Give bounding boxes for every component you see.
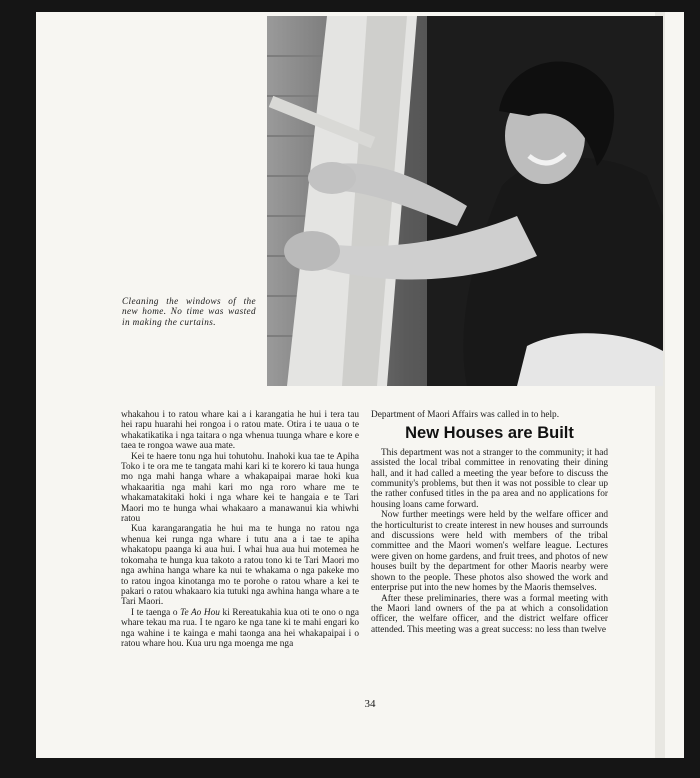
english-paragraph: Now further meetings were held by the welfare officer and the horticulturist to create interest in new houses and surrounds and discussions were held with members of the tribal committee and the Maori women's welfare league. Lectures were given on home gardens, and fruit trees, and photos of new houses built by the department for other Maoris nearby were shown to the people. These photos also showed the work and enterprise put into the new homes by the Maoris themselves. (371, 510, 608, 594)
photo-illustration (267, 16, 663, 386)
maori-paragraph (121, 608, 359, 650)
english-text-column (371, 410, 608, 635)
publication-title: Te Ao Hou (180, 607, 220, 618)
photo-caption: Cleaning the windows of the new home. No time was wasted in making the curtains. (122, 296, 256, 327)
text-run: Kei te haere tonu nga hui tohutohu. Inahoki kua tae te Apiha Toko i te ora me te tangata mahi kari ki te korero ki taua hunga mo nga mahi hanga whare a whakapaipai marae hoki kua whakaaritia nga mahi kari mo nga roro whare me te whakamatakitaki hoki i nga whare kei te hangaia e te Tari Maori mo te hunga whai whakaaro a manawanui kia whiwhi ratou (121, 451, 359, 525)
maori-paragraph (121, 524, 359, 607)
text-run: Kua karangarangatia he hui ma te hunga no ratou nga whenua kei runga nga whare i tutu ana a i tae te apiha whakatopu paanga ki aua hui. I whai hua aua hui motemea he tokomaha te hunga kua takoto a ratou tono ki te Tari Maori mo nga awhina hanga whare ka nui te whakama o nga pakeke mo to ratou ingoa kinotanga mo te porohe o ratou whare a kei te pakari o ratou whakaaro kia tutuki nga awhina hanga whare a te Tari Maori. (121, 524, 359, 608)
maori-paragraph (121, 410, 359, 452)
english-paragraph: This department was not a stranger to the community; it had assisted the local tribal committee in renovating their dining hall, and it had called a meeting the year before to discuss the community's problems, but then it was not possible to clear up the rather confused titles in the pa area and no applications for housing loans came forward. (371, 447, 608, 510)
photo-woman-cleaning-windows (267, 16, 663, 386)
text-run: I te taenga o (131, 607, 181, 618)
maori-text-column (121, 410, 359, 649)
english-paragraphs (371, 448, 608, 635)
section-heading: New Houses are Built (405, 424, 574, 443)
page-number: 34 (364, 698, 376, 710)
maori-paragraph (121, 452, 359, 525)
intro-paragraph: Department of Maori Affairs was called in to help. (371, 410, 560, 420)
english-paragraph: After these preliminaries, there was a formal meeting with the Maori land owners of the pa at which a consolidation officer, the welfare officer, and the district welfare officer attended. This meeting was a great success: no less than twelve (371, 593, 608, 635)
text-run: ki Rereatukahia kua oti te ono o nga whare tekau ma rua. I te ngaro ke nga tane ki te mahi engari ko nga wahine i te kainga e mahi taonga ana hei whakapaipai i o ratou whare hou. Kua uru nga moenga me nga (121, 607, 359, 649)
text-run: whakahou i to ratou whare kai a i karangatia he hui i tera tau hei rapu huarahi hei rongoa i o ratou mate. Otira i te uaua o te whakatikatika i nga taitara o nga whenua tuunga whare e kore e taea te rongoa wawe aua mate. (121, 410, 359, 452)
